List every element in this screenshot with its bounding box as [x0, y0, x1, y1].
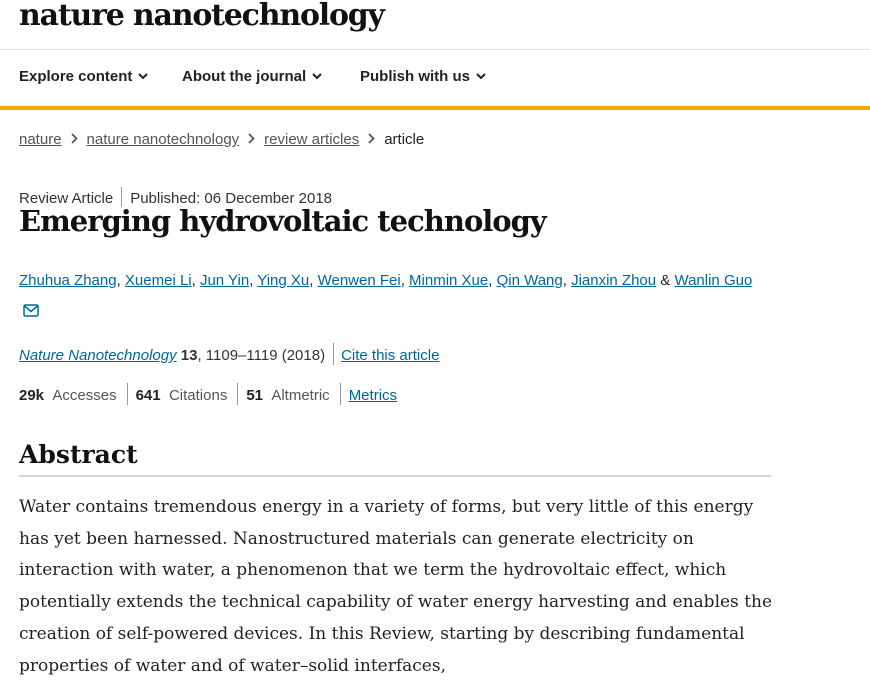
chevron-down-icon	[138, 73, 148, 80]
divider	[127, 383, 128, 405]
divider	[237, 383, 238, 405]
volume-number: 13	[180, 347, 198, 364]
author-list: Zhuhua Zhang, Xuemei Li, Jun Yin, Ying Xu, Wenwen Fei, Minmin Xue, Qin Wang, Jianxin Zhou & Wanlin Guo	[19, 265, 759, 328]
author-link[interactable]: Jun Yin	[199, 272, 250, 289]
citation-line	[19, 343, 439, 365]
altmetric-score: 51	[246, 387, 263, 404]
author-link[interactable]: Jianxin Zhou	[571, 272, 657, 289]
main-nav	[0, 50, 870, 110]
abstract-heading: Abstract	[19, 440, 771, 477]
author-link-corresponding[interactable]: Wanlin Guo	[674, 272, 753, 289]
nav-label: Publish with us	[360, 68, 471, 85]
author-link[interactable]: Zhuhua Zhang	[19, 272, 117, 289]
breadcrumb	[19, 131, 424, 148]
accesses-label: Accesses	[52, 387, 117, 404]
nav-explore-content[interactable]	[19, 68, 148, 85]
chevron-down-icon	[312, 73, 322, 80]
nav-label: About the journal	[182, 68, 307, 85]
article-title: Emerging hydrovoltaic technology	[19, 204, 546, 238]
breadcrumb-current: article	[384, 131, 425, 148]
citations-label: Citations	[168, 387, 228, 404]
author-link[interactable]: Qin Wang	[496, 272, 563, 289]
chevron-down-icon	[476, 73, 486, 80]
nav-label: Explore content	[19, 68, 133, 85]
author-ampersand: &	[660, 272, 671, 289]
breadcrumb-link-nature[interactable]: nature	[19, 131, 62, 148]
chevron-right-icon	[248, 131, 255, 148]
divider	[333, 343, 334, 365]
cite-this-article-link[interactable]: Cite this article	[341, 347, 440, 364]
author-link[interactable]: Xuemei Li	[124, 272, 192, 289]
published-date: Published: 06 December 2018	[130, 190, 332, 207]
breadcrumb-link-review-articles[interactable]: review articles	[264, 131, 360, 148]
divider	[340, 383, 341, 405]
site-header	[0, 0, 870, 50]
mail-icon[interactable]	[23, 297, 39, 328]
article-metrics	[19, 383, 397, 405]
nav-about-journal[interactable]	[182, 68, 322, 85]
accesses-count: 29k	[19, 387, 45, 404]
pages-year: , 1109–1119 (2018)	[197, 347, 326, 364]
abstract-text: Water contains tremendous energy in a variety of forms, but very little of this energy has yet been harnessed. Nanostructured materials can generate electricity on interaction with water, a phenomenon that we term the hydrovoltaic effect, which potentially extends the technical capability of water energy harvesting and enables the creation of self-powered devices. In this Review, starting by describing fundamental properties of water and of water–solid interfaces,	[19, 497, 773, 676]
journal-logo[interactable]: nature nanotechnology	[19, 0, 384, 33]
citations-count: 641	[135, 387, 161, 404]
breadcrumb-link-journal[interactable]: nature nanotechnology	[86, 131, 240, 148]
chevron-right-icon	[71, 131, 78, 148]
author-link[interactable]: Minmin Xue	[409, 272, 489, 289]
journal-link[interactable]: Nature Nanotechnology	[19, 347, 177, 364]
metrics-link[interactable]: Metrics	[348, 387, 398, 404]
chevron-right-icon	[368, 131, 375, 148]
author-link[interactable]: Ying Xu	[257, 272, 310, 289]
nav-publish-with-us[interactable]	[360, 68, 486, 85]
author-link[interactable]: Wenwen Fei	[317, 272, 401, 289]
altmetric-label: Altmetric	[271, 387, 330, 404]
article-type: Review Article	[19, 190, 114, 207]
